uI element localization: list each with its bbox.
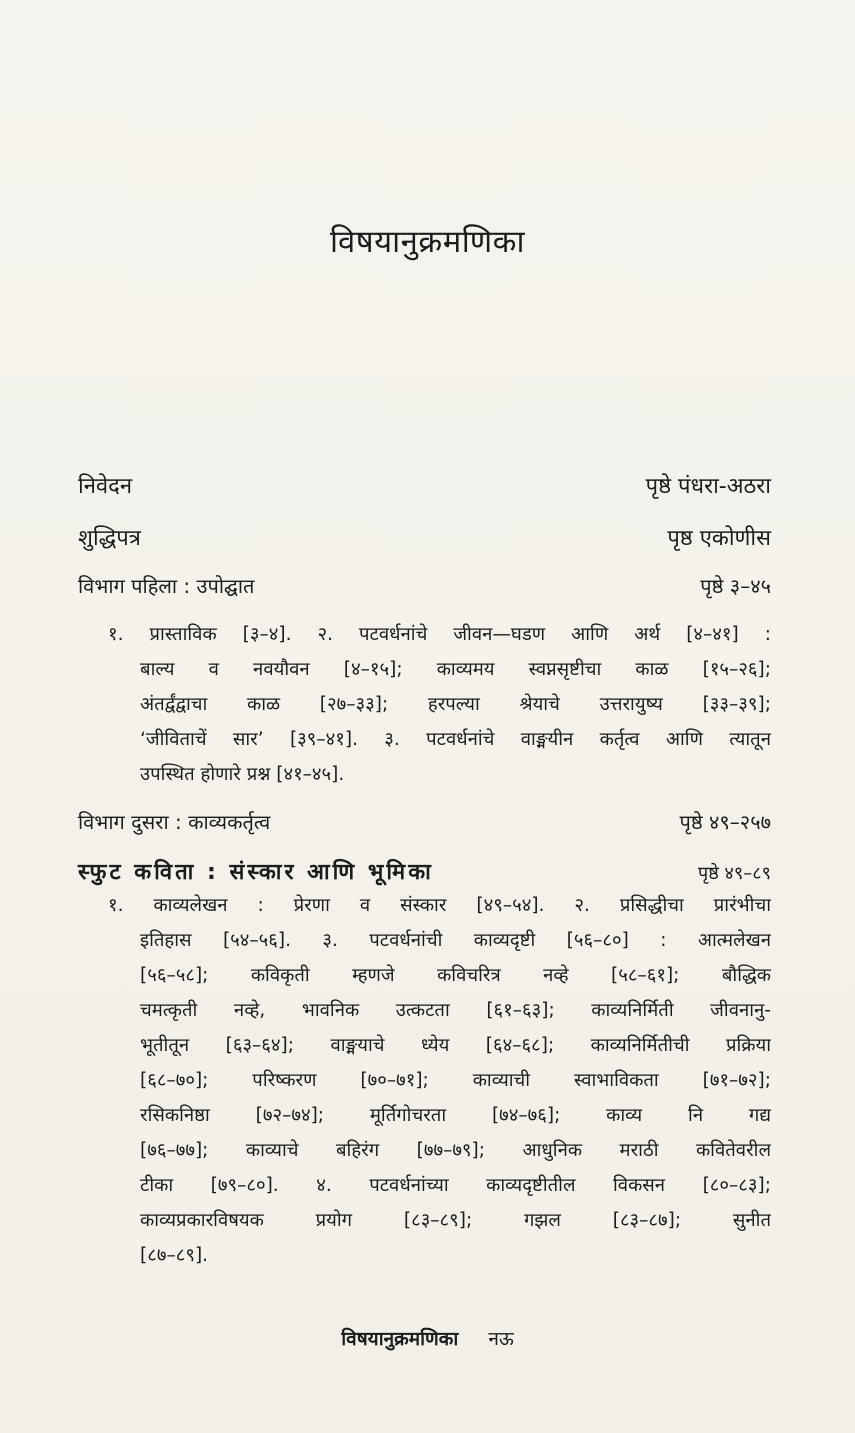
subhead-page-range: पृष्ठे ४९–८९ — [698, 863, 771, 884]
page-number: नऊ — [488, 1328, 514, 1350]
contents-line: टीका [७९–८०]. ४. पटवर्धनांच्या काव्यदृष्टीतील विकसन [८०–८३]; — [140, 1175, 771, 1196]
entry-label: विभाग पहिला : उपोद्घात — [78, 574, 255, 598]
footer-title: विषयानुक्रमणिका — [341, 1328, 459, 1350]
entry-preface — [78, 470, 771, 500]
contents-line: ‘जीविताचें सार’ [३९–४१]. ३. पटवर्धनांचे वाङ्मयीन कर्तृत्व आणि त्यातून — [140, 729, 771, 750]
contents-line: इतिहास [५४–५६]. ३. पटवर्धनांची काव्यदृष्टी [५६–८०] : आत्मलेखन — [140, 930, 771, 951]
entry-part-two — [78, 808, 771, 835]
entry-errata — [78, 522, 771, 552]
contents-line: १. काव्यलेखन : प्रेरणा व संस्कार [४९–५४]. २. प्रसिद्धीचा प्रारंभीचा — [108, 895, 771, 916]
page-footer — [0, 1325, 855, 1351]
contents-line: [७६–७७]; काव्याचे बहिरंग [७७–७९]; आधुनिक मराठी कवितेवरील — [140, 1140, 771, 1161]
section-two-contents — [108, 888, 771, 1273]
contents-line: रसिकनिष्ठा [७२–७४]; मूर्तिगोचरता [७४–७६]; काव्य नि गद्य — [140, 1105, 771, 1126]
entry-page-range: पृष्ठ एकोणीस — [667, 526, 771, 551]
entry-label: शुद्धिपत्र — [78, 526, 141, 551]
contents-line: भूतीतून [६३–६४]; वाङ्मयाचे ध्येय [६४–६८]; काव्यनिर्मितीची प्रक्रिया — [140, 1035, 771, 1056]
entry-page-range: पृष्ठे पंधरा-अठरा — [645, 474, 771, 499]
contents-line: काव्यप्रकारविषयक प्रयोग [८३–८९]; गझल [८३–८७]; सुनीत — [140, 1210, 771, 1231]
contents-line: बाल्य व नवयौवन [४–१५]; काव्यमय स्वप्नसृष्टीचा काळ [१५–२६]; — [140, 659, 771, 680]
contents-line: [६८–७०]; परिष्करण [७०–७१]; काव्याची स्वाभाविकता [७१–७२]; — [140, 1070, 771, 1091]
entry-page-range: पृष्ठे ३–४५ — [700, 574, 771, 598]
contents-line: १. प्रास्ताविक [३–४]. २. पटवर्धनांचे जीवन—घडण आणि अर्थ [४–४१] : — [108, 624, 771, 645]
entry-label: विभाग दुसरा : काव्यकर्तृत्व — [78, 810, 271, 834]
section-one-contents — [108, 617, 771, 792]
subhead-short-poems — [78, 856, 771, 886]
contents-line: उपस्थित होणारे प्रश्न [४१–४५]. — [140, 764, 345, 785]
page-title: विषयानुक्रमणिका — [329, 224, 526, 260]
entry-label: निवेदन — [78, 474, 133, 499]
entry-part-one — [78, 572, 771, 599]
contents-line: अंतर्द्वंद्वाचा काळ [२७–३३]; हरपल्या श्रेयाचे उत्तरायुष्य [३३–३९]; — [140, 694, 771, 715]
contents-line: चमत्कृती नव्हे, भावनिक उत्कटता [६१–६३]; काव्यनिर्मिती जीवनानु- — [140, 1000, 771, 1021]
contents-line: [८७–८९]. — [140, 1245, 209, 1266]
subhead-label: स्फुट कविता : संस्कार आणि भूमिका — [78, 860, 434, 885]
contents-line: [५६–५८]; कविकृती म्हणजे कविचरित्र नव्हे [५८–६१]; बौद्धिक — [140, 965, 771, 986]
entry-page-range: पृष्ठे ४९–२५७ — [679, 810, 771, 834]
